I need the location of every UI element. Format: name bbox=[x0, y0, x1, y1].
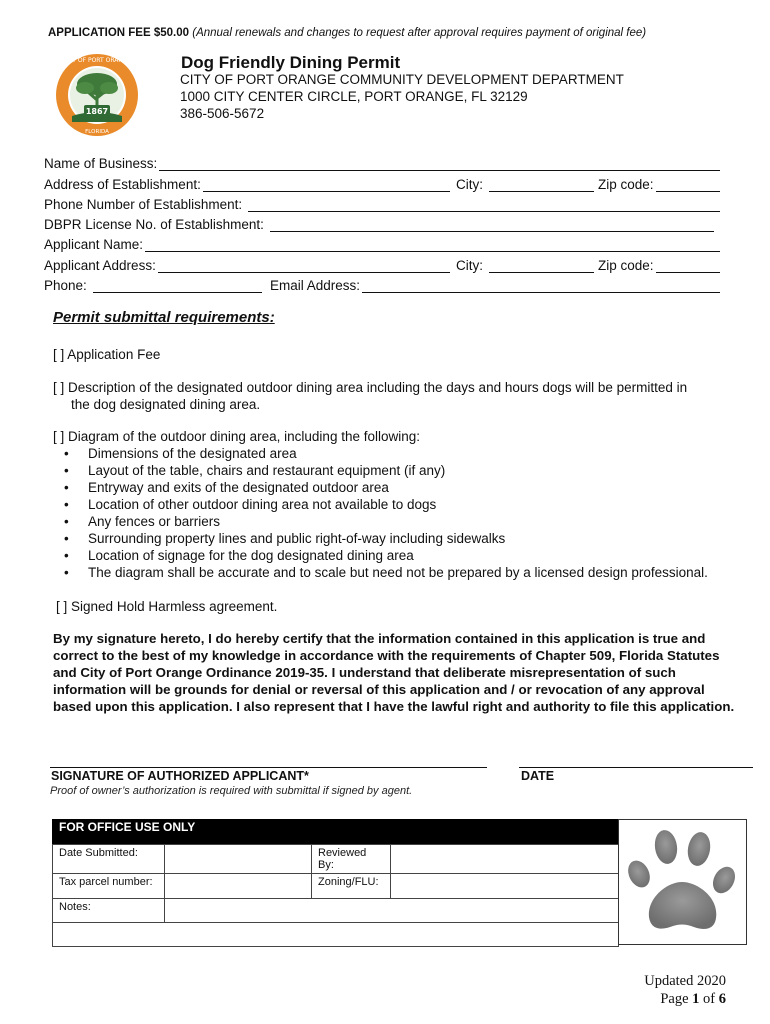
checkbox-fee[interactable]: [ ] bbox=[53, 347, 65, 362]
applicant-zip-line[interactable] bbox=[656, 259, 720, 273]
applicant-zip-label: Zip code: bbox=[598, 257, 654, 273]
table-row bbox=[53, 899, 619, 923]
requirements-heading: Permit submittal requirements: bbox=[53, 309, 275, 326]
applicant-address-label: Applicant Address: bbox=[44, 257, 156, 273]
business-name-field[interactable] bbox=[44, 151, 720, 171]
tax-parcel-label: Tax parcel number: bbox=[53, 874, 165, 899]
table-row bbox=[53, 874, 619, 899]
certification-statement: By my signature hereto, I do hereby certify that the information contained in this application is true and correct to the best of my knowledge in accordance with the requirements of Chapter 509, Florida Statutes and City of Port Orange Ordinance 2019-35. I understand that deliberate misrepresentation of such information will be grounds for denial or reversal of this application and / or revocation of any approval based upon this application. I also represent that I have the lawful right and authority to file this application. bbox=[53, 631, 735, 714]
zoning-value[interactable] bbox=[391, 874, 619, 899]
signature-label: SIGNATURE OF AUTHORIZED APPLICANT* bbox=[51, 769, 309, 783]
business-name-line[interactable] bbox=[159, 157, 720, 171]
list-item: • The diagram shall be accurate and to scale but need not be prepared by a licensed design professional. bbox=[88, 564, 753, 581]
proof-note: Proof of owner’s authorization is required with submittal if signed by agent. bbox=[50, 785, 413, 797]
applicant-city-label: City: bbox=[456, 257, 483, 273]
applicant-name-line[interactable] bbox=[145, 238, 720, 252]
office-use-heading: FOR OFFICE USE ONLY bbox=[52, 819, 619, 844]
paw-print-box bbox=[618, 819, 747, 945]
zip-label: Zip code: bbox=[598, 176, 654, 192]
table-row bbox=[53, 923, 619, 947]
department-address: 1000 CITY CENTER CIRCLE, PORT ORANGE, FL 32129 bbox=[180, 89, 528, 104]
establishment-phone-label: Phone Number of Establishment: bbox=[44, 196, 243, 212]
fee-note: (Annual renewals and changes to request after approval requires payment of original fee) bbox=[192, 27, 647, 39]
svg-text:FLORIDA: FLORIDA bbox=[85, 129, 109, 135]
notes-label: Notes: bbox=[53, 899, 165, 923]
list-item: • Any fences or barriers bbox=[88, 513, 753, 530]
checkbox-diagram[interactable]: [ ] bbox=[53, 429, 65, 444]
list-item: • Dimensions of the designated area bbox=[88, 445, 753, 462]
requirement-hold-harmless-text: Signed Hold Harmless agreement. bbox=[71, 599, 278, 614]
list-item: • Surrounding property lines and public right-of-way including sidewalks bbox=[88, 530, 753, 547]
table-row bbox=[53, 845, 619, 874]
field-row-phone-est bbox=[44, 192, 720, 212]
city-seal-logo bbox=[52, 52, 142, 138]
email-line[interactable] bbox=[362, 279, 720, 293]
applicant-city-line[interactable] bbox=[489, 259, 594, 273]
zip-field[interactable] bbox=[598, 171, 720, 191]
establishment-phone-field[interactable] bbox=[44, 192, 720, 212]
svg-text:CITY OF PORT ORANGE: CITY OF PORT ORANGE bbox=[62, 57, 132, 64]
signature-line[interactable] bbox=[50, 767, 487, 768]
email-label: Email Address: bbox=[270, 278, 361, 294]
office-use-table bbox=[52, 844, 619, 947]
email-field[interactable] bbox=[270, 273, 720, 293]
reviewed-by-value[interactable] bbox=[391, 845, 619, 874]
zoning-label: Zoning/FLU: bbox=[312, 874, 391, 899]
page-current: 1 bbox=[692, 991, 700, 1007]
date-submitted-value[interactable] bbox=[165, 845, 312, 874]
reviewed-by-label: Reviewed By: bbox=[312, 845, 391, 874]
address-field[interactable] bbox=[44, 171, 450, 191]
dbpr-license-label: DBPR License No. of Establishment: bbox=[44, 217, 264, 233]
applicant-address-field[interactable] bbox=[44, 252, 450, 272]
list-item: • Layout of the table, chairs and restaurant equipment (if any) bbox=[88, 462, 753, 479]
city-field[interactable] bbox=[456, 171, 594, 191]
field-row-applicant-address bbox=[44, 252, 720, 272]
updated-label: Updated 2020 bbox=[644, 973, 726, 989]
requirement-description bbox=[53, 379, 743, 413]
phone-field[interactable] bbox=[44, 273, 262, 293]
department-phone: 386-506-5672 bbox=[180, 106, 265, 121]
date-label: DATE bbox=[521, 769, 555, 783]
applicant-fields bbox=[44, 151, 720, 293]
office-use-section bbox=[52, 819, 619, 947]
document-title: Dog Friendly Dining Permit bbox=[181, 53, 401, 72]
address-label: Address of Establishment: bbox=[44, 176, 201, 192]
requirement-hold-harmless bbox=[56, 598, 277, 615]
requirement-description-line1: Description of the designated outdoor dining area including the days and hours dogs will be permitted in bbox=[68, 380, 688, 395]
phone-label: Phone: bbox=[44, 278, 87, 294]
page-number bbox=[644, 990, 726, 1008]
department-name: CITY OF PORT ORANGE COMMUNITY DEVELOPMENT DEPARTMENT bbox=[180, 72, 624, 87]
page-footer bbox=[644, 972, 726, 1008]
checkbox-hold-harmless[interactable]: [ ] bbox=[56, 599, 68, 614]
requirement-description-line2: the dog designated dining area. bbox=[71, 397, 261, 412]
field-row-address bbox=[44, 171, 720, 191]
address-line[interactable] bbox=[203, 178, 450, 192]
list-item: • Location of other outdoor dining area not available to dogs bbox=[88, 496, 753, 513]
checkbox-description[interactable]: [ ] bbox=[53, 380, 65, 395]
tax-parcel-value[interactable] bbox=[165, 874, 312, 899]
applicant-name-label: Applicant Name: bbox=[44, 237, 144, 253]
page-of: of bbox=[703, 991, 716, 1007]
field-row-contact bbox=[44, 273, 720, 293]
city-line[interactable] bbox=[489, 178, 594, 192]
requirement-diagram-text: Diagram of the outdoor dining area, including the following: bbox=[68, 429, 421, 444]
requirement-diagram bbox=[53, 428, 753, 581]
dbpr-license-line[interactable] bbox=[270, 218, 714, 232]
fee-label: APPLICATION FEE $50.00 bbox=[48, 27, 190, 39]
applicant-zip-field[interactable] bbox=[598, 252, 720, 272]
list-item: • Entryway and exits of the designated outdoor area bbox=[88, 479, 753, 496]
field-row-dbpr bbox=[44, 212, 720, 232]
diagram-items-list bbox=[53, 445, 753, 581]
department-block bbox=[180, 71, 624, 122]
svg-text:1867: 1867 bbox=[85, 107, 109, 116]
requirement-application-fee bbox=[53, 346, 160, 363]
date-line[interactable] bbox=[519, 767, 753, 768]
field-row-applicant-name bbox=[44, 232, 720, 252]
application-fee-line bbox=[48, 27, 646, 39]
page-word: Page bbox=[660, 991, 689, 1007]
notes-value[interactable] bbox=[165, 899, 619, 923]
applicant-address-line[interactable] bbox=[158, 259, 450, 273]
dbpr-license-field[interactable] bbox=[44, 212, 714, 232]
list-item: • Location of signage for the dog designated dining area bbox=[88, 547, 753, 564]
notes-extra-line[interactable] bbox=[53, 923, 619, 947]
establishment-phone-line[interactable] bbox=[248, 198, 720, 212]
applicant-name-field[interactable] bbox=[44, 232, 720, 252]
city-label: City: bbox=[456, 176, 483, 192]
phone-line[interactable] bbox=[93, 279, 262, 293]
field-row-business bbox=[44, 151, 720, 171]
page-total: 6 bbox=[718, 991, 726, 1007]
requirement-fee-text: Application Fee bbox=[67, 347, 161, 362]
applicant-city-field[interactable] bbox=[456, 252, 594, 272]
paw-print-icon bbox=[619, 820, 746, 944]
date-submitted-label: Date Submitted: bbox=[53, 845, 165, 874]
zip-line[interactable] bbox=[656, 178, 720, 192]
business-name-label: Name of Business: bbox=[44, 156, 158, 172]
